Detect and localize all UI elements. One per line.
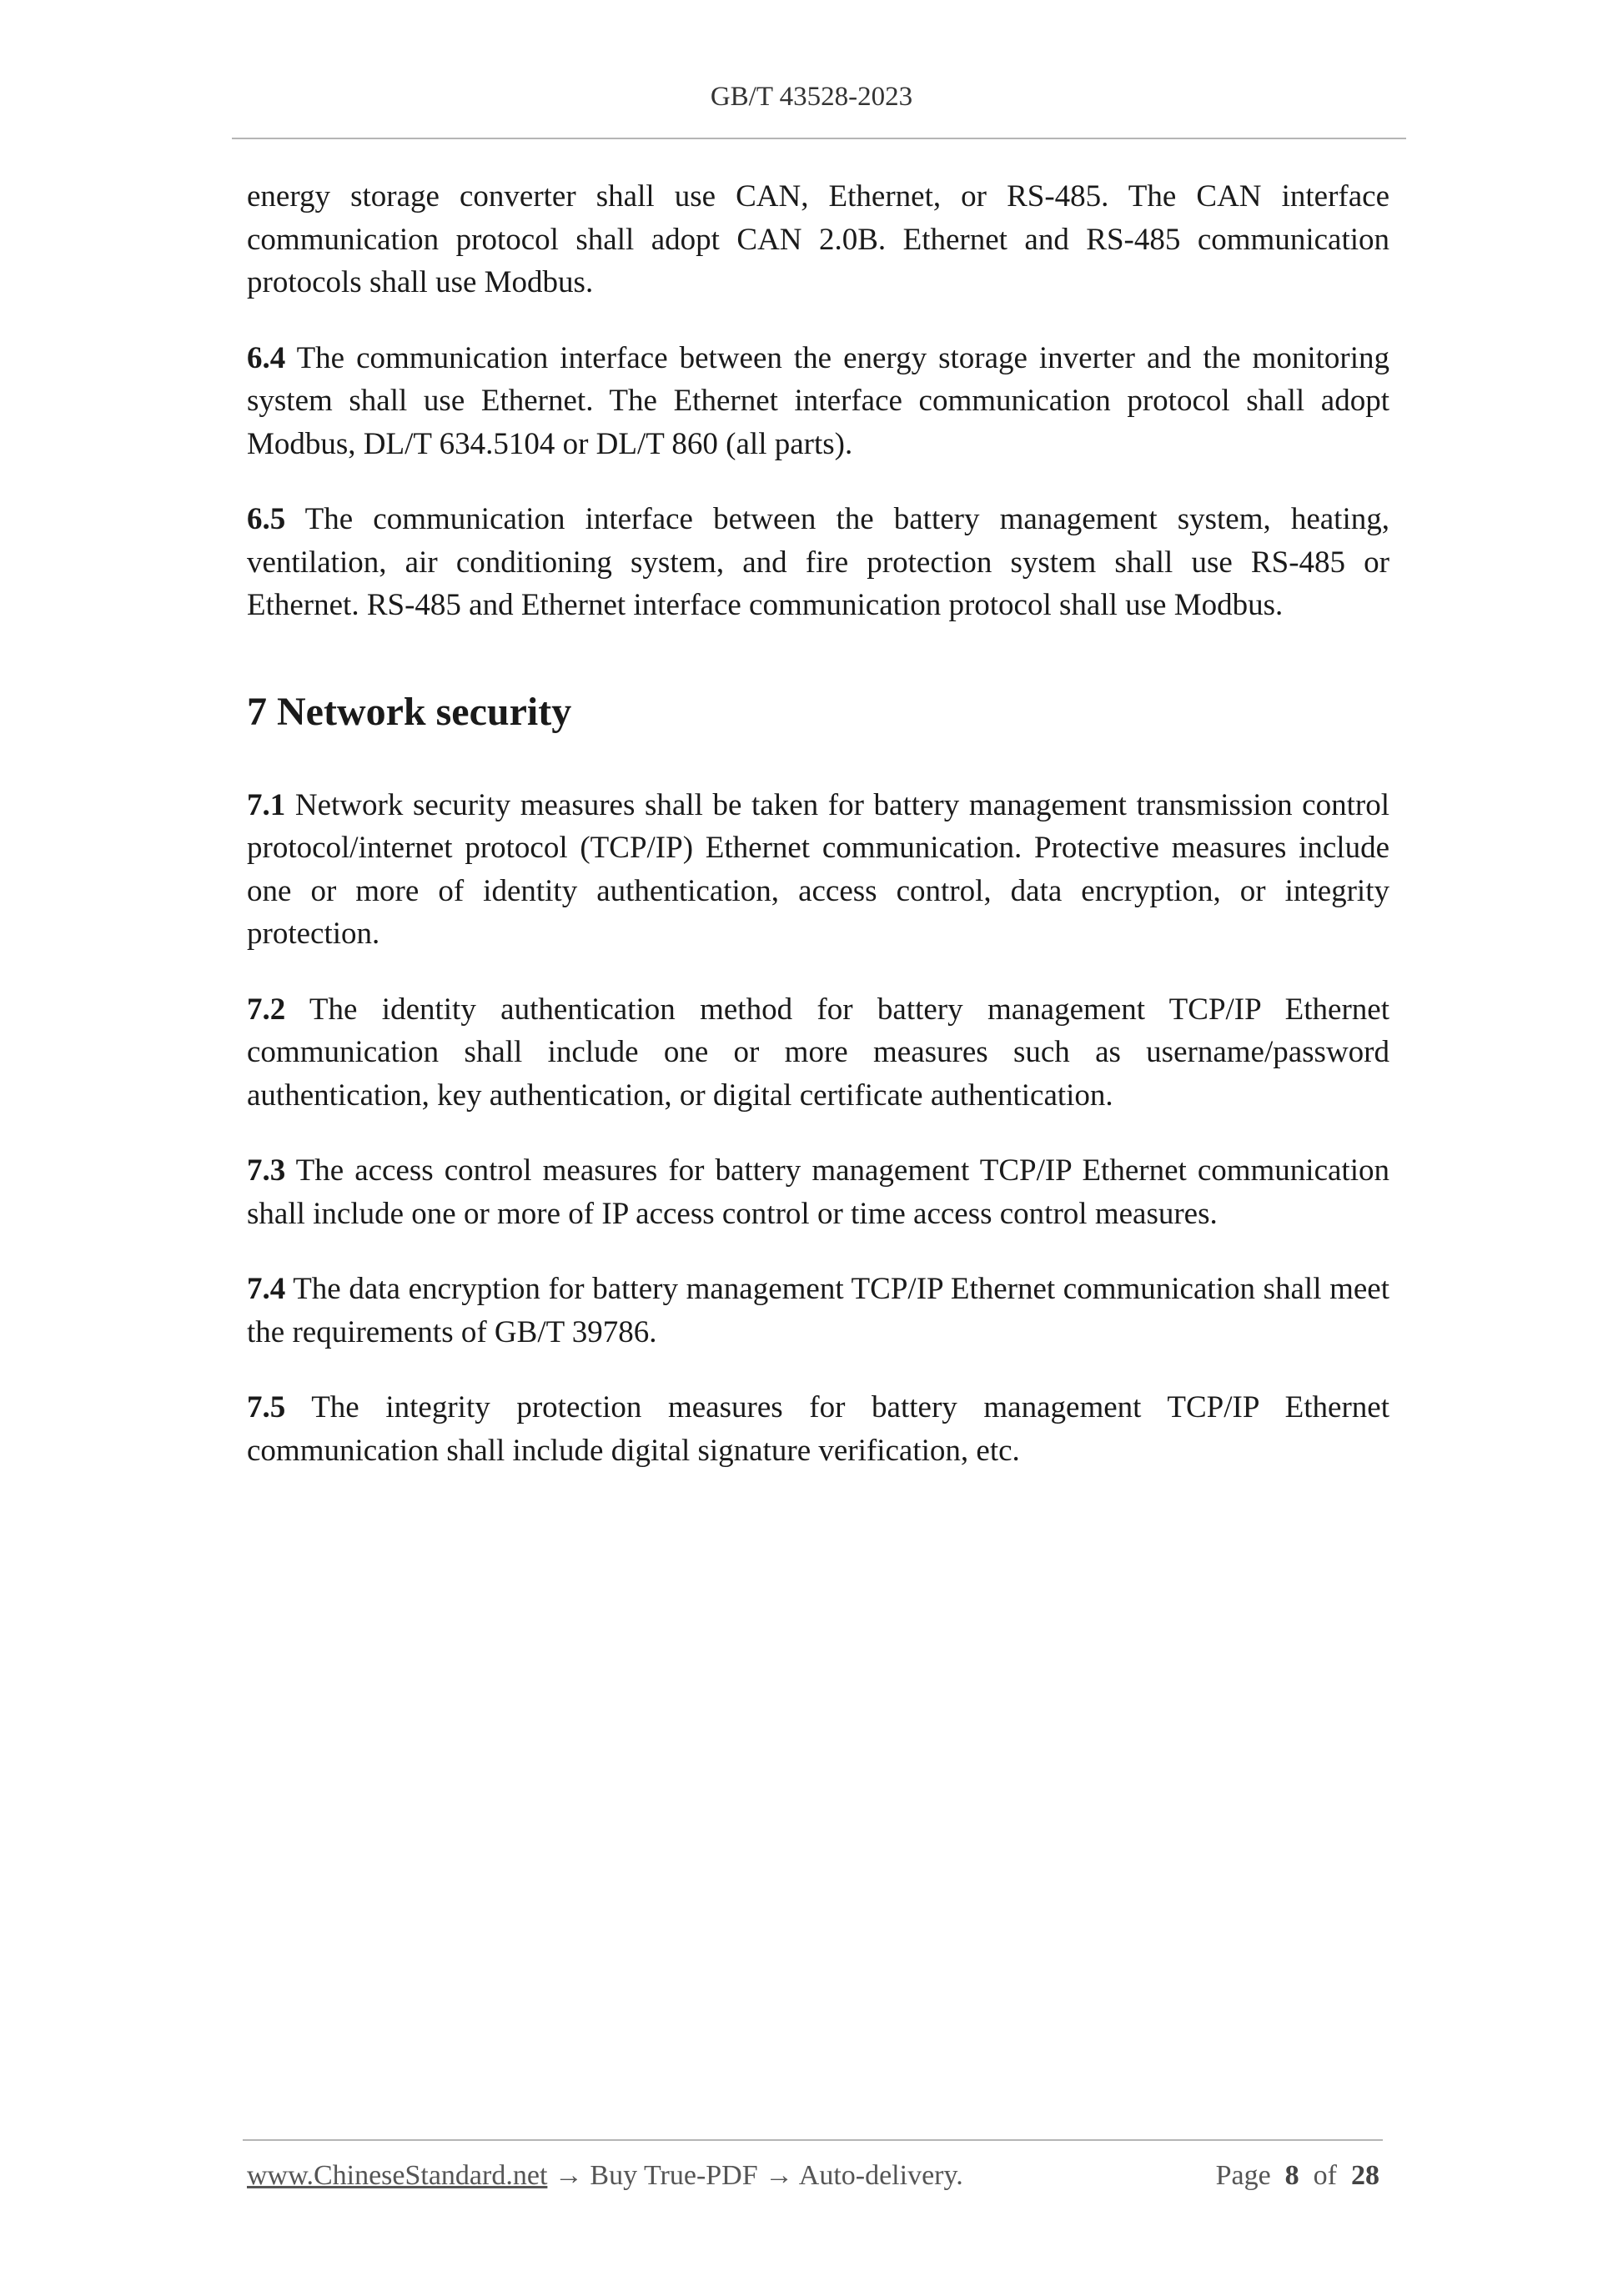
clause-text: Network security measures shall be taken for battery management transmission control protocol/internet protocol (TCP/IP) Ethernet communication. Protective measures include one or more of identity authentication, access control, data encryption, or integrity protection. — [247, 787, 1389, 951]
arrow-right-icon: → — [554, 2160, 583, 2191]
auto-delivery-text: Auto-delivery. — [798, 2160, 963, 2191]
paragraph-7-2 — [247, 988, 1389, 1118]
paragraph-7-1 — [247, 784, 1389, 956]
clause-number: 7.4 — [247, 1272, 286, 1306]
clause-text: The communication interface between the battery management system, heating, ventilation, air conditioning system, and fire protection system shall use RS-485 or Ethernet. RS-485 and Ethernet interface communication protocol shall use Modbus. — [247, 502, 1389, 622]
of-label: of — [1313, 2160, 1337, 2191]
website-link[interactable]: www.ChineseStandard.net — [247, 2160, 548, 2191]
clause-number: 7.2 — [247, 992, 286, 1027]
buy-true-pdf-text: Buy True-PDF — [590, 2160, 758, 2191]
paragraph-6-4 — [247, 337, 1389, 466]
page-label: Page — [1215, 2160, 1271, 2191]
header-divider — [232, 138, 1406, 139]
page-header — [0, 82, 1623, 113]
paragraph-6-3-continued: energy storage converter shall use CAN, Ethernet, or RS-485. The CAN interface communication protocol shall adopt CAN 2.0B. Ethernet and RS-485 communication protocols shall use Modbus. — [247, 179, 1389, 299]
footer-links — [247, 2160, 963, 2192]
page-footer — [247, 2160, 1379, 2192]
clause-text: The access control measures for battery management TCP/IP Ethernet communication shall include one or more of IP access control or time access control measures. — [247, 1153, 1389, 1231]
paragraph-7-3 — [247, 1149, 1389, 1235]
clause-text: The integrity protection measures for battery management TCP/IP Ethernet communication shall include digital signature verification, etc. — [247, 1390, 1389, 1468]
paragraph-7-4 — [247, 1268, 1389, 1354]
paragraph-6-5 — [247, 498, 1389, 627]
clause-number: 7.3 — [247, 1153, 286, 1188]
page-indicator — [1216, 2160, 1379, 2192]
clause-number: 7.1 — [247, 787, 286, 822]
arrow-right-icon: → — [765, 2160, 794, 2191]
clause-number: 6.5 — [247, 502, 286, 536]
clause-text: The data encryption for battery management TCP/IP Ethernet communication shall meet the requirements of GB/T 39786. — [247, 1272, 1389, 1349]
clause-number: 7.5 — [247, 1390, 286, 1424]
page-total: 28 — [1351, 2160, 1379, 2191]
document-body — [247, 175, 1389, 1505]
clause-text: The identity authentication method for battery management TCP/IP Ethernet communication shall include one or more measures such as username/password authentication, key authentication, or digital certificate authentication. — [247, 992, 1389, 1113]
document-code: GB/T 43528-2023 — [710, 82, 913, 112]
clause-text: The communication interface between the energy storage inverter and the monitoring system shall use Ethernet. The Ethernet interface communication protocol shall adopt Modbus, DL/T 634.5104 or DL/T 860 (all parts). — [247, 340, 1389, 461]
section-title: 7 Network security — [247, 689, 572, 734]
paragraph-7-5 — [247, 1386, 1389, 1472]
footer-divider — [243, 2139, 1383, 2141]
clause-number: 6.4 — [247, 340, 286, 375]
page-number: 8 — [1284, 2160, 1299, 2191]
